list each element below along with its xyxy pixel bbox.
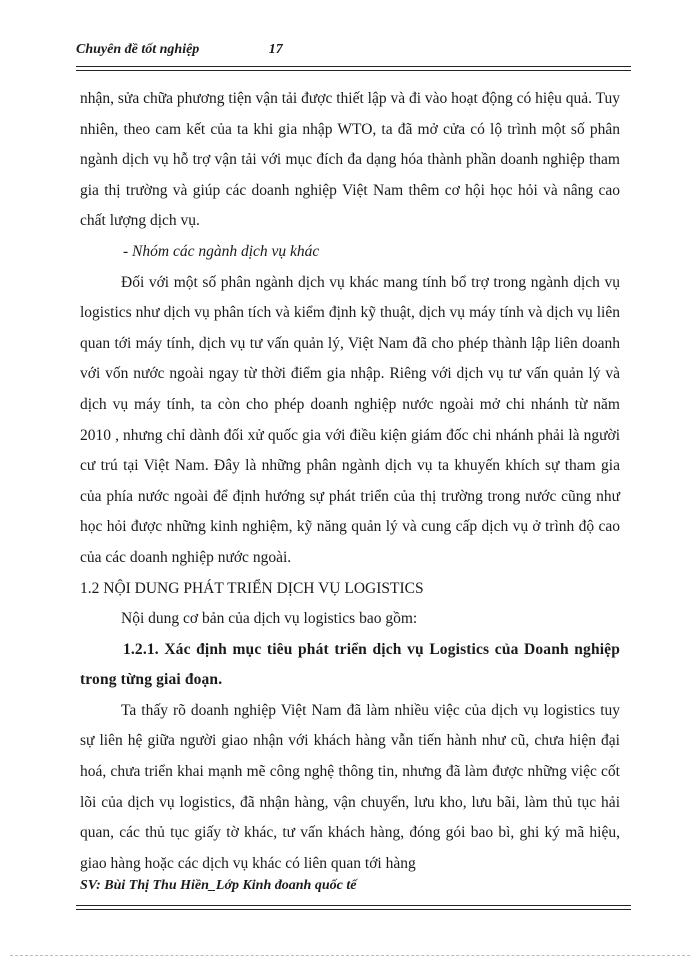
paragraph-vietnam-enterprises: Ta thấy rõ doanh nghiệp Việt Nam đã làm nhiều việc của dịch vụ logistics tuy sự liên hệ giữa người giao nhận với khách hàng vẫn tiến hành như cũ, chưa hiện đại hoá, chưa triển khai mạnh mẽ công nghệ thông tin, nhưng đã làm được những việc cốt lõi của dịch vụ logistics, đã nhận hàng, vận chuyển, lưu kho, lưu bãi, làm thủ tục hải quan, các thủ tục giấy tờ khác, tư vấn khách hàng, đóng gói bao bì, ghi ký mã hiệu, giao hàng hoặc các dịch vụ khác có liên quan tới hàng xyxy=(80,701,620,872)
paragraph-other-services: Đối với một số phân ngành dịch vụ khác mang tính bổ trợ trong ngành dịch vụ logistics như dịch vụ phân tích và kiểm định kỹ thuật, dịch vụ máy tính và dịch vụ liên quan tới máy tính, dịch vụ tư vấn quản lý, Việt Nam đã cho phép thành lập liên doanh với vốn nước ngoài ngay từ thời điểm gia nhập. Riêng với dịch vụ tư vấn quản lý và dịch vụ máy tính, ta còn cho phép doanh nghiệp nước ngoài mở chi nhánh từ năm 2010 , nhưng chỉ dành đối xử quốc gia với điều kiện giám đốc chi nhánh phải là người cư trú tại Việt Nam. Đây là những phân ngành dịch vụ ta khuyến khích sự tham gia của phía nước ngoài để định hướng sự phát triển của thị trường trong nước cũng như học hỏi được những kinh nghiệm, kỹ năng quản lý và cung cấp dịch vụ ở trình độ cao của các doanh nghiệp nước ngoài. xyxy=(80,273,620,566)
footer-divider xyxy=(76,905,631,910)
paragraph-intro: Nội dung cơ bản của dịch vụ logistics bao gồm: xyxy=(121,610,418,628)
page-number: 17 xyxy=(268,42,283,57)
section-note: - Nhóm các ngành dịch vụ khác xyxy=(123,242,320,260)
paragraph-continuation: nhận, sửa chữa phương tiện vận tải được thiết lập và đi vào hoạt động có hiệu quả. Tuy nhiên, theo cam kết của ta khi gia nhập WTO, ta đã mở cửa có lộ trình một số phân ngành dịch vụ hỗ trợ vận tải với mục đích đa dạng hóa thành phần doanh nghiệp tham gia thị trường và giúp các doanh nghiệp Việt Nam thêm cơ hội học hỏi và nâng cao chất lượng dịch vụ. xyxy=(80,90,620,230)
document-title: Chuyên đề tốt nghiệp xyxy=(76,42,200,57)
section-heading: 1.2 NỘI DUNG PHÁT TRIỂN DỊCH VỤ LOGISTICS xyxy=(80,579,424,597)
subsection-heading: 1.2.1. Xác định mục tiêu phát triển dịch vụ Logistics của Doanh nghiệp trong từng giai đoạn. xyxy=(80,640,620,689)
page-body xyxy=(80,84,620,879)
page-header xyxy=(76,42,283,58)
header-divider xyxy=(76,66,631,71)
page-footer: SV: Bùi Thị Thu Hiền_Lớp Kinh đoanh quốc tế xyxy=(80,878,357,893)
page-break-line xyxy=(10,955,690,956)
